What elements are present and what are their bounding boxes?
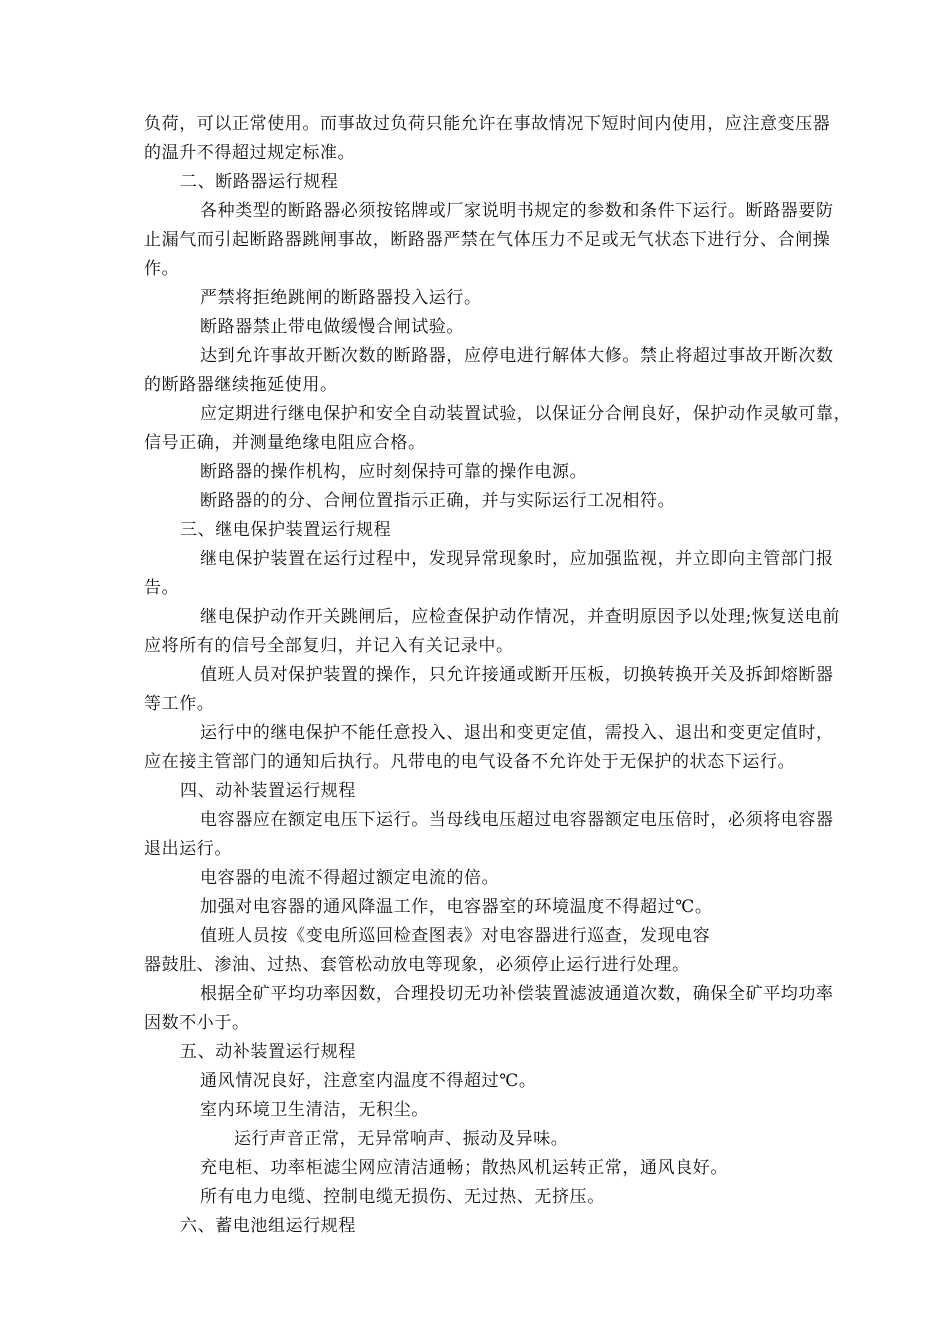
section-heading: 二、断路器运行规程 [180, 172, 339, 192]
body-text-line: 退出运行。 [144, 839, 232, 859]
body-text-line: 等工作。 [144, 694, 215, 714]
section-heading: 四、动补装置运行规程 [180, 781, 356, 801]
body-text-line: 作。 [144, 259, 180, 279]
body-text-line: 根据全矿平均功率因数，合理投切无功补偿装置滤波通道次数，确保全矿平均功率 [200, 984, 834, 1004]
body-text-line: 室内环境卫生清洁，无积尘。 [200, 1100, 429, 1120]
body-text-line: 严禁将拒绝跳闸的断路器投入运行。 [200, 288, 482, 308]
body-text-line: 应在接主管部门的通知后执行。凡带电的电气设备不允许处于无保护的状态下运行。 [144, 752, 796, 772]
body-text-line: 因数不小于。 [144, 1013, 250, 1033]
body-text-line: 达到允许事故开断次数的断路器，应停电进行解体大修。禁止将超过事故开断次数 [200, 346, 834, 366]
body-text-line: 值班人员对保护装置的操作，只允许接通或断开压板，切换转换开关及拆卸熔断器 [200, 665, 834, 685]
body-text-line: 电容器的电流不得超过额定电流的倍。 [200, 868, 500, 888]
section-heading: 五、动补装置运行规程 [180, 1042, 356, 1062]
body-text-line: 负荷，可以正常使用。而事故过负荷只能允许在事故情况下短时间内使用，应注意变压器 [144, 114, 831, 134]
body-text-line: 信号正确，并测量绝缘电阻应合格。 [144, 433, 426, 453]
body-text-line: 告。 [144, 578, 180, 598]
body-text-line: 通风情况良好，注意室内温度不得超过℃。 [200, 1071, 537, 1091]
body-text-line: 的温升不得超过规定标准。 [144, 143, 356, 163]
body-text-line: 运行声音正常，无异常响声、振动及异味。 [234, 1129, 569, 1149]
body-text-line: 止漏气而引起断路器跳闸事故，断路器严禁在气体压力不足或无气状态下进行分、合闸操 [144, 230, 831, 250]
body-text-line: 值班人员按《变电所巡回检查图表》对电容器进行巡查，发现电容 [200, 926, 711, 946]
body-text-line: 电容器应在额定电压下运行。当母线电压超过电容器额定电压倍时，必须将电容器 [200, 810, 834, 830]
body-text-line: 各种类型的断路器必须按铭牌或厂家说明书规定的参数和条件下运行。断路器要防 [200, 201, 834, 221]
body-text-line: 的断路器继续拖延使用。 [144, 375, 338, 395]
body-text-line: 继电保护动作开关跳闸后，应检查保护动作情况，并查明原因予以处理;恢复送电前 [200, 607, 840, 627]
body-text-line: 加强对电容器的通风降温工作，电容器室的环境温度不得超过℃。 [200, 897, 713, 917]
body-text-line: 应定期进行继电保护和安全自动装置试验，以保证分合闸良好，保护动作灵敏可靠， [200, 404, 852, 424]
body-text-line: 继电保护装置在运行过程中，发现异常现象时，应加强监视，并立即向主管部门报 [200, 549, 834, 569]
body-text-line: 器鼓肚、渗油、过热、套管松动放电等现象，必须停止运行进行处理。 [144, 955, 690, 975]
body-text-line: 断路器禁止带电做缓慢合闸试验。 [200, 317, 464, 337]
body-text-line: 运行中的继电保护不能任意投入、退出和变更定值，需投入、退出和变更定值时， [200, 723, 834, 743]
body-text-line: 断路器的的分、合闸位置指示正确，并与实际运行工况相符。 [200, 491, 676, 511]
body-text-line: 所有电力电缆、控制电缆无损伤、无过热、无挤压。 [200, 1187, 605, 1207]
body-text-line: 断路器的操作机构，应时刻保持可靠的操作电源。 [200, 462, 588, 482]
body-text-line: 充电柜、功率柜滤尘网应清洁通畅；散热风机运转正常，通风良好。 [200, 1158, 728, 1178]
section-heading: 三、继电保护装置运行规程 [180, 520, 392, 540]
body-text-line: 应将所有的信号全部复归，并记入有关记录中。 [144, 636, 514, 656]
section-heading: 六、蓄电池组运行规程 [180, 1216, 356, 1236]
